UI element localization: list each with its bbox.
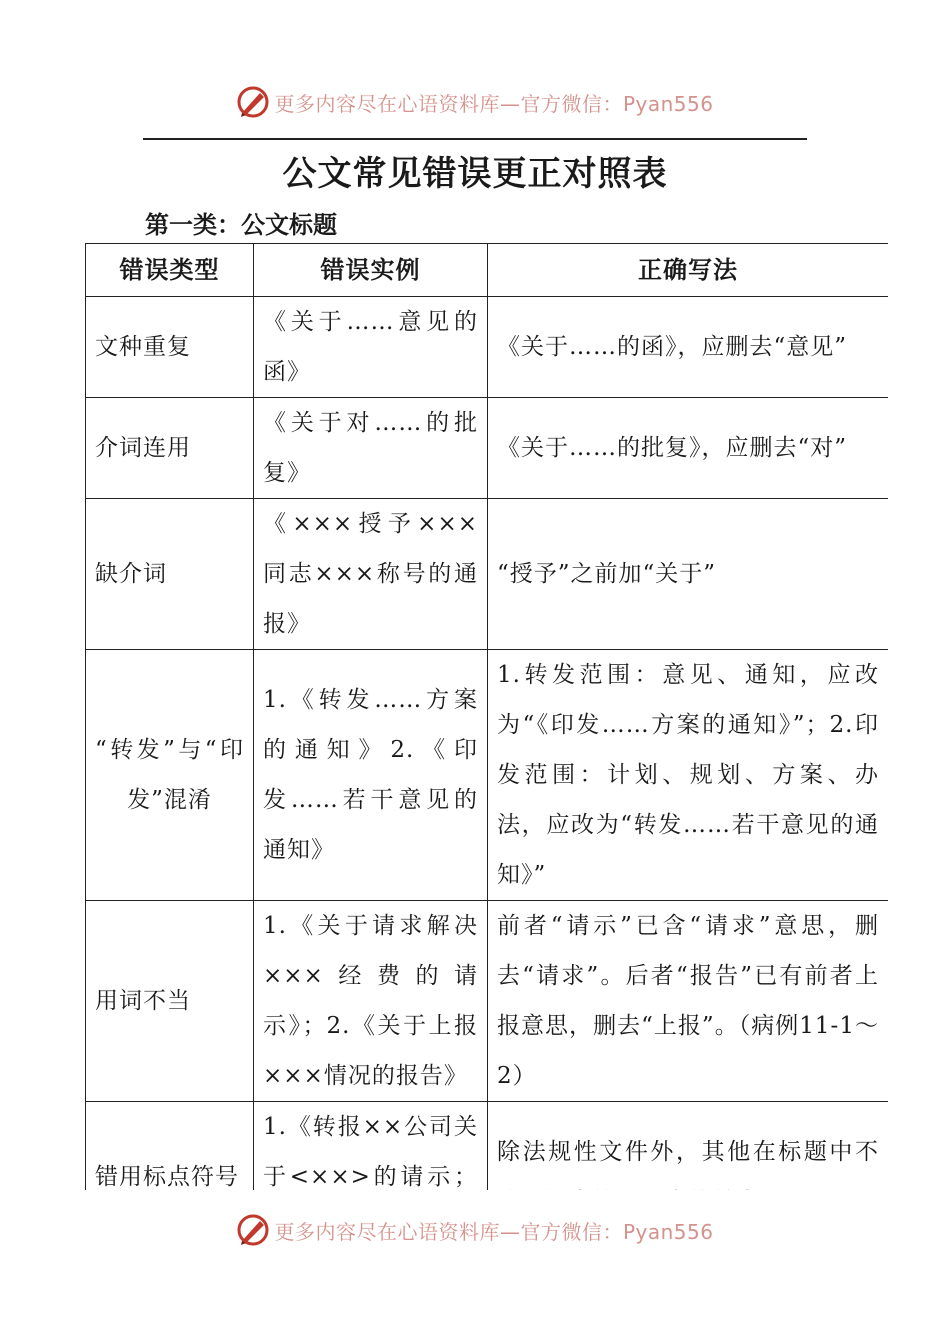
section-heading: 第一类：公文标题 (145, 210, 337, 239)
table-row (86, 398, 889, 499)
table-header-row (86, 244, 889, 297)
cell-correct-form: 前者“请示”已含“请求”意思，删去“请求”。后者“报告”已有前者上报意思，删去“上报”。（病例11-1～2） (488, 901, 889, 1102)
table-row (86, 650, 889, 901)
column-header-correct: 正确写法 (488, 244, 889, 297)
cell-correct-form: 1.转发范围：意见、通知，应改为“《印发……方案的通知》”；2.印发范围：计划、规划、方案、办法，应改为“转发……若干意见的通知》” (488, 650, 889, 901)
comparison-table-wrapper (85, 243, 888, 1190)
cell-error-example: 《关于对……的批复》 (254, 398, 488, 499)
table-row (86, 499, 889, 650)
footer-banner (0, 1210, 950, 1250)
cell-error-example: 1.《转发……方案的通知》2.《印发……若干意见的通知》 (254, 650, 488, 901)
cell-error-example: 《关于……意见的函》 (254, 297, 488, 398)
comparison-table (85, 243, 888, 1190)
cell-error-type: 文种重复 (86, 297, 254, 398)
cell-error-type: 缺介词 (86, 499, 254, 650)
table-row (86, 1102, 889, 1191)
table-row (86, 297, 889, 398)
cell-error-type: 错用标点符号 (86, 1102, 254, 1191)
cell-error-type: “转发”与“印发”混淆 (86, 650, 254, 901)
column-header-example: 错误实例 (254, 244, 488, 297)
cell-correct-form: 《关于……的函》，应删去“意见” (488, 297, 889, 398)
cell-correct-form: “授予”之前加“关于” (488, 499, 889, 650)
table-row (86, 901, 889, 1102)
pen-logo-icon (236, 85, 270, 119)
cell-error-type: 用词不当 (86, 901, 254, 1102)
pen-logo-icon (236, 1213, 270, 1247)
cell-error-example: 《×××授予×××同志×××称号的通报》 (254, 499, 488, 650)
cell-error-example: 1.《转报××公司关于<××>的请示； (254, 1102, 488, 1191)
header-banner (0, 82, 950, 122)
cell-error-example: 1.《关于请求解决×××经费的请示》；2.《关于上报×××情况的报告》 (254, 901, 488, 1102)
page-title: 公文常见错误更正对照表 (282, 154, 668, 194)
banner-text: 更多内容尽在心语资料库—官方微信：Pyan556 (274, 1219, 714, 1244)
header-rule (143, 138, 807, 140)
banner-text: 更多内容尽在心语资料库—官方微信：Pyan556 (274, 91, 714, 116)
cell-correct-form: 《关于……的批复》，应删去“对” (488, 398, 889, 499)
cell-error-type: 介词连用 (86, 398, 254, 499)
cell-correct-form: 除法规性文件外，其他在标题中不 (488, 1102, 889, 1191)
column-header-type: 错误类型 (86, 244, 254, 297)
